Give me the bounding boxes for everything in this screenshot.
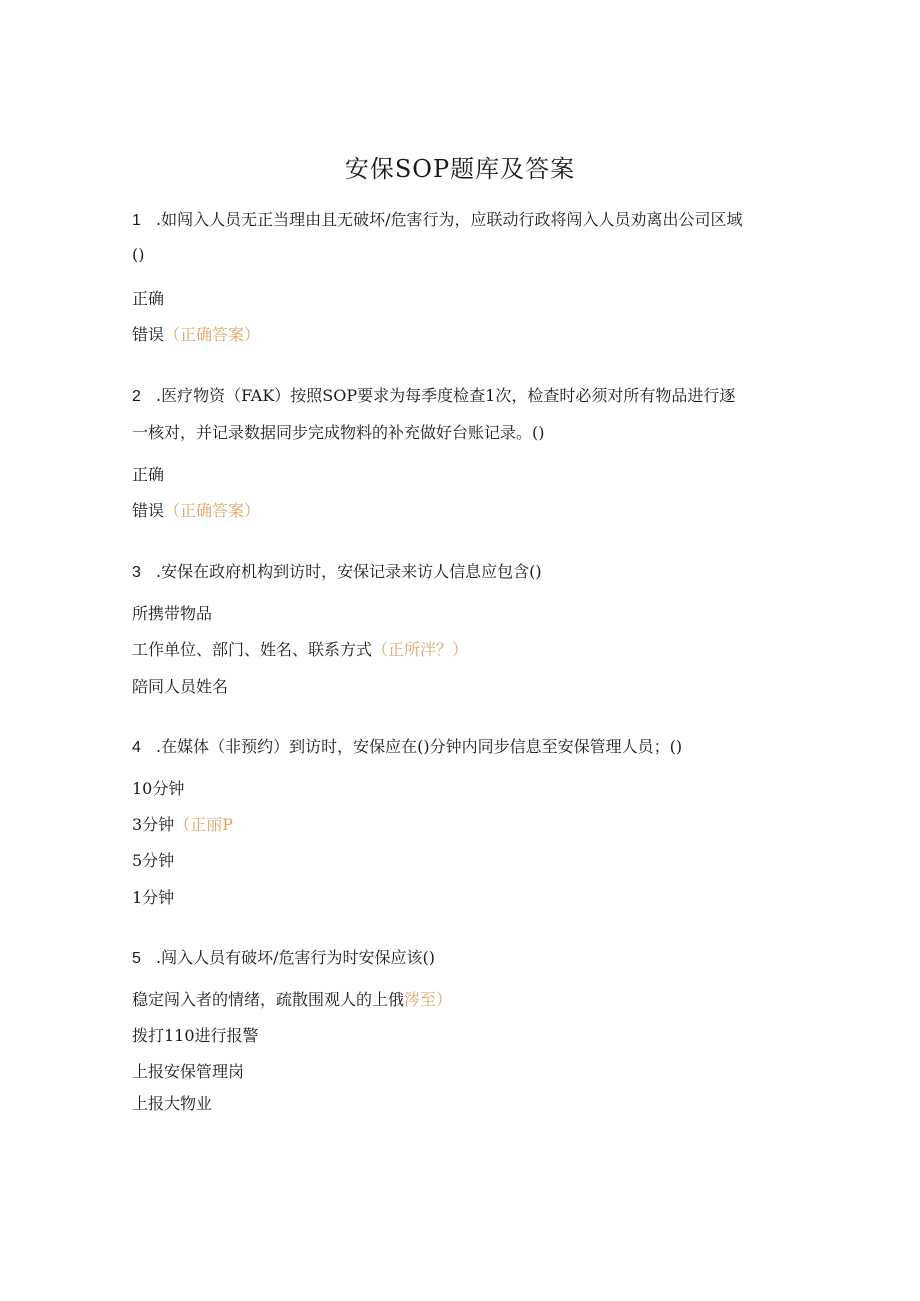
option-label: 5分钟: [132, 851, 175, 870]
option-label: 错误: [132, 501, 165, 520]
question-4-option-2: [132, 814, 233, 836]
question-2-option-1: [132, 464, 164, 486]
question-2-line-1: .医疗物资（FAK）按照SOP要求为每季度检查1次，检查时必须对所有物品进行逐: [156, 386, 736, 405]
answer-mark: （正所泮？）: [372, 640, 469, 659]
question-3-number: 3: [132, 564, 141, 581]
question-4-option-3: [132, 850, 174, 872]
option-label: 拨打110进行报警: [132, 1026, 259, 1045]
question-5-option-1: [132, 989, 452, 1011]
question-4-text: [132, 736, 682, 759]
question-2-text: [132, 385, 735, 408]
question-1-number: 1: [132, 212, 141, 229]
question-5-option-2: [132, 1025, 259, 1047]
question-2-option-2: [132, 500, 260, 522]
option-label: 正确: [132, 289, 165, 308]
answer-mark: （正确答案）: [164, 501, 261, 520]
question-5-option-3: [132, 1061, 244, 1083]
option-label: 错误: [132, 325, 165, 344]
question-3-option-1: [132, 603, 212, 625]
question-2-text-cont: [132, 422, 545, 444]
question-2-number: 2: [132, 388, 141, 405]
answer-mark: （正确答案）: [164, 325, 261, 344]
option-label: 3分钟: [132, 815, 175, 834]
question-1-text: [132, 209, 742, 232]
question-1-option-1: [132, 288, 164, 310]
question-5-option-4: [132, 1093, 212, 1115]
question-4-option-1: [132, 778, 184, 800]
option-label: 所携带物品: [132, 604, 213, 623]
option-label: 正确: [132, 465, 165, 484]
question-3-option-2: [132, 639, 468, 661]
question-1-option-2: [132, 324, 260, 346]
question-1-text-cont: [132, 244, 144, 266]
option-label: 10分钟: [132, 779, 185, 798]
option-label: 上报大物业: [132, 1094, 213, 1113]
question-1-line-2: (): [132, 245, 145, 264]
question-5-number: 5: [132, 950, 141, 967]
question-3-text: [132, 561, 542, 584]
question-1-line-1: .如闯入人员无正当理由且无破坏/危害行为，应联动行政将闯入人员劝离出公司区域: [156, 210, 743, 229]
option-label: 陪同人员姓名: [132, 677, 229, 696]
option-label: 上报安保管理岗: [132, 1062, 245, 1081]
option-label: 1分钟: [132, 888, 175, 907]
question-3-option-3: [132, 676, 228, 698]
question-4-number: 4: [132, 739, 141, 756]
question-5-text: [132, 947, 435, 970]
question-4-line-1: .在媒体（非预约）到访时，安保应在()分钟内同步信息至安保管理人员；(): [156, 737, 683, 756]
question-4-option-4: [132, 887, 174, 909]
question-3-line-1: .安保在政府机构到访时，安保记录来访人信息应包含(): [156, 562, 542, 581]
question-2-line-2: 一核对，并记录数据同步完成物料的补充做好台账记录。(): [132, 423, 545, 442]
option-label: 稳定闯入者的情绪，疏散围观人的上俄: [132, 990, 405, 1009]
question-5-line-1: .闯入人员有破坏/危害行为时安保应该(): [156, 948, 435, 967]
answer-mark: 涔至）: [404, 990, 453, 1009]
page-title: 安保SOP题库及答案: [344, 155, 576, 183]
answer-mark: （正丽P: [174, 815, 233, 834]
option-label: 工作单位、部门、姓名、联系方式: [132, 640, 373, 659]
